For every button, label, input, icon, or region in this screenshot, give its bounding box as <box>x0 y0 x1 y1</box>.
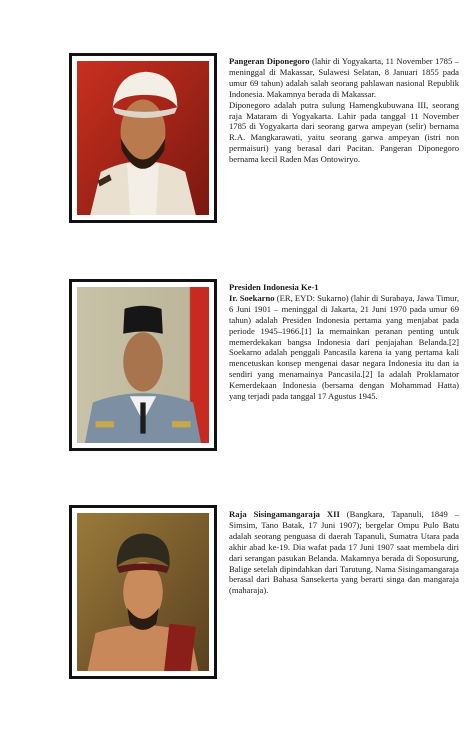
bio-soekarno <box>229 282 459 402</box>
portrait-soekarno-image <box>77 287 209 443</box>
bio-diponegoro-para1: Pangeran Diponegoro (lahir di Yogyakarta, 11 November 1785 – meninggal di Makassar, Sulawesi Selatan, 8 Januari 1855 pada umur 69 tahun) adalah salah seorang pahlawan nasional Republik Indonesia. Makamnya berada di Makassar. <box>229 56 459 99</box>
name-soekarno: Ir. Soekarno <box>229 292 275 303</box>
name-sisingamangaraja: Raja Sisingamangaraja XII <box>229 509 340 519</box>
portrait-sisingamangaraja <box>69 505 217 679</box>
portrait-sisingamangaraja-image <box>77 513 209 671</box>
portrait-soekarno <box>69 279 217 451</box>
bio-sisingamangaraja <box>229 509 459 596</box>
portrait-diponegoro-image <box>77 61 209 215</box>
name-diponegoro: Pangeran Diponegoro <box>229 56 310 66</box>
portrait-diponegoro <box>69 53 217 223</box>
bio-soekarno-para1: Ir. Soekarno (ER, EYD: Sukarno) (lahir di Surabaya, Jawa Timur, 6 Juni 1901 – meninggal di Jakarta, 21 Juni 1970 pada umur 69 tahun) adalah Presiden Indonesia pertama yang menjabat pada periode 1945–1966.[1] Ia memainkan peranan penting untuk memerdekakan bangsa Indonesia dari penjajahan Belanda.[2] Soekarno adalah penggali Pancasila karena ia yang pertama kali mencetuskan konsep mengenai dasar negara Indonesia itu dan ia sendiri yang menamainya Pancasila.[2] Ia adalah Proklamator Kemerdekaan Indonesia (bersama dengan Mohammad Hatta) yang terjadi pada tanggal 17 Agustus 1945. <box>229 292 459 402</box>
bio-soekarno-heading: Presiden Indonesia Ke-1 <box>229 282 319 292</box>
bio-diponegoro <box>229 56 459 165</box>
bio-sisingamangaraja-para1: Raja Sisingamangaraja XII (Bangkara, Tapanuli, 1849 – Simsim, Tano Batak, 17 Juni 1907); bergelar Ompu Pulo Batu adalah seorang penguasa di daerah Tapanuli, Sumatra Utara pada akhir abad ke-19. Dia wafat pada 17 Juni 1907 saat membela diri dari serangan pasukan Belanda. Makamnya berada di Soposurung, Balige setelah dipindahkan dari Tarutung. Nama Sisingamangaraja berasal dari Bahasa Sansekerta yang berarti singa dan mangaraja (maharaja). <box>229 509 460 596</box>
bio-diponegoro-para2: Diponegoro adalah putra sulung Hamengkubuwana III, seorang raja Mataram di Yogyakarta. Lahir pada tanggal 11 November 1785 di Yogyakarta dari seorang garwa ampeyan (selir) bernama R.A. Mangkarawati, yaitu seorang garwa ampeyan (istri non permaisuri) yang berasal dari Pacitan. Pangeran Diponegoro bernama kecil Raden Mas Ontowiryo. <box>229 99 459 165</box>
